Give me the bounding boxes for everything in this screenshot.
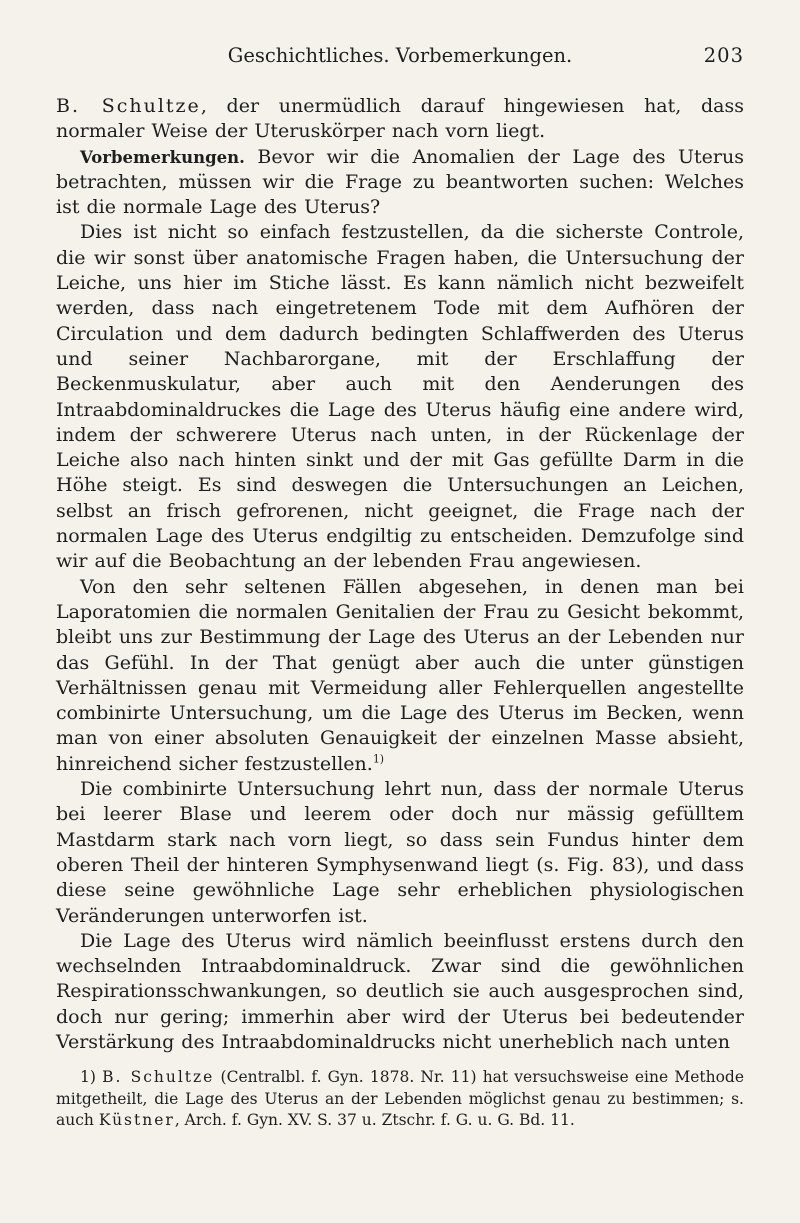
footnote-text: (Centralbl. f. Gyn. 1878. Nr. 11) hat versuchsweise eine Methode mitgetheilt, die Lage des Uterus an der Lebenden möglichst genau zu bestimmen; s. auch — [56, 1068, 745, 1130]
paragraph-4 — [56, 575, 744, 777]
running-head-title: Geschichtliches. Vorbemerkungen. — [227, 44, 573, 67]
main-text — [56, 94, 744, 1055]
paragraph-text: Bevor wir die Anomalien der Lage des Uterus betrachten, müssen wir die Frage zu beantworten suchen: Welches ist die normale Lage des Uterus? — [56, 145, 744, 219]
footnote-reference: 1) — [372, 752, 385, 766]
section-runin-heading: Vorbemerkungen. — [80, 147, 245, 167]
footnote — [56, 1067, 744, 1132]
page-number: 203 — [703, 44, 744, 67]
author-name: B. Schultze — [56, 95, 201, 117]
paragraph-5: Die combinirte Untersuchung lehrt nun, dass der normale Uterus bei leerer Blase und leerem oder doch nur mässig gefülltem Mastdarm stark nach vorn liegt, so dass sein Fundus hinter dem oberen Theil der hinteren Symphysenwand liegt (s. Fig. 83), und dass diese seine gewöhnliche Lage sehr erheblichen physiologischen Veränderungen unterworfen ist. — [56, 778, 744, 927]
paragraph-text: Von den sehr seltenen Fällen abgesehen, in denen man bei Laporatomien die normalen Genitalien der Frau zu Gesicht bekommt, bleibt uns zur Bestimmung der Lage des Uterus an der Lebenden nur das Gefühl. In der That genügt aber auch die unter günstigen Verhältnissen genau mit Vermeidung aller Fehlerquellen angestellte combinirte Untersuchung, um die Lage des Uterus im Becken, wenn man von einer absoluten Genauigkeit der einzelnen Masse absieht, hinreichend sicher festzustellen. — [56, 575, 744, 775]
paragraph-3: Dies ist nicht so einfach festzustellen, da die sicherste Controle, die wir sonst über anatomische Fragen haben, die Untersuchung der Leiche, uns hier im Stiche lässt. Es kann nämlich nicht bezweifelt werden, dass nach eingetretenem Tode mit dem Aufhören der Circulation und dem dadurch bedingten Schlaffwerden des Uterus und seiner Nachbarorgane, mit der Erschlaffung der Beckenmuskulatur, aber auch mit den Aenderungen des Intraabdominaldruckes die Lage des Uterus häufig eine andere wird, indem der schwerere Uterus nach unten, in der Rückenlage der Leiche also nach hinten sinkt und der mit Gas gefüllte Darm in die Höhe steigt. Es sind deswegen die Untersuchungen an Leichen, selbst an frisch gefrorenen, nicht geeignet, die Frage nach der normalen Lage des Uterus endgiltig zu entscheiden. Demzufolge sind wir auf die Beobachtung an der lebenden Frau angewiesen. — [56, 221, 744, 573]
paragraph-2 — [56, 145, 744, 221]
paragraph-1 — [56, 94, 744, 145]
footnote-author: B. Schultze — [102, 1068, 215, 1087]
footnote-marker: 1) — [80, 1068, 96, 1087]
paragraph-text: , der unermüdlich darauf hingewiesen hat, dass normaler Weise der Uteruskörper nach vorn liegt. — [56, 95, 745, 143]
footnote-text: , Arch. f. Gyn. XV. S. 37 u. Ztschr. f. G. u. G. Bd. 11. — [174, 1111, 575, 1130]
paragraph-6: Die Lage des Uterus wird nämlich beeinflusst erstens durch den wechselnden Intraabdominaldruck. Zwar sind die gewöhnlichen Respirationsschwankungen, so deutlich sie auch ausgesprochen sind, doch nur gering; immerhin aber wird der Uterus bei bedeutender Verstärkung des Intraabdominaldrucks nicht unerheblich nach unten — [56, 929, 744, 1053]
footnote-author: Küstner — [98, 1111, 175, 1130]
running-head — [56, 44, 744, 84]
